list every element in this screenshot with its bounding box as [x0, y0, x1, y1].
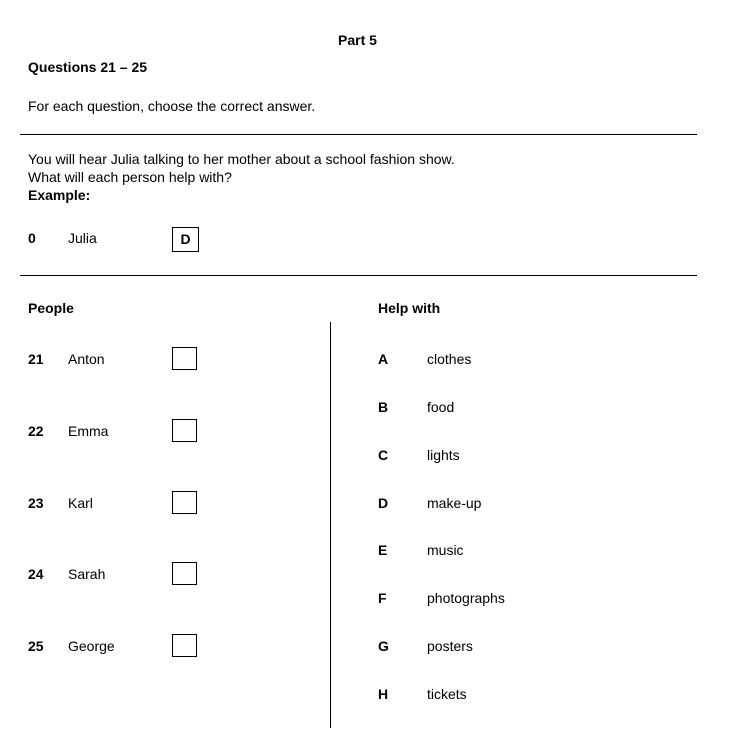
person-name: Emma — [68, 423, 109, 439]
option-letter: D — [378, 495, 389, 511]
instruction-text: For each question, choose the correct answer. — [28, 98, 316, 114]
option-text: make-up — [427, 495, 482, 511]
help-with-heading: Help with — [378, 300, 441, 316]
option-letter: G — [378, 638, 389, 654]
person-number: 22 — [28, 423, 44, 439]
people-heading: People — [28, 300, 74, 316]
person-name: Karl — [68, 495, 93, 511]
option-text: food — [427, 399, 455, 415]
answer-box-22[interactable] — [172, 419, 197, 442]
person-number: 25 — [28, 638, 44, 654]
answer-box-23[interactable] — [172, 491, 197, 514]
option-text: posters — [427, 638, 473, 654]
person-number: 21 — [28, 351, 44, 367]
example-label: Example: — [28, 187, 91, 203]
intro-line-1: You will hear Julia talking to her mother about a school fashion show. — [28, 151, 455, 167]
person-name: Anton — [68, 351, 105, 367]
answer-box-21[interactable] — [172, 347, 197, 370]
part-title: Part 5 — [338, 32, 377, 48]
option-letter: C — [378, 447, 389, 463]
option-letter: F — [378, 590, 387, 606]
person-number: 24 — [28, 566, 44, 582]
option-text: music — [427, 542, 464, 558]
person-name: Sarah — [68, 566, 106, 582]
example-name: Julia — [68, 230, 97, 246]
option-text: tickets — [427, 686, 467, 702]
divider-top — [20, 134, 697, 135]
person-name: George — [68, 638, 115, 654]
option-letter: B — [378, 399, 389, 415]
person-number: 23 — [28, 495, 44, 511]
divider-middle — [20, 275, 697, 276]
questions-range: Questions 21 – 25 — [28, 59, 148, 75]
column-divider — [330, 322, 331, 728]
example-number: 0 — [28, 230, 36, 246]
option-text: lights — [427, 447, 460, 463]
option-letter: A — [378, 351, 389, 367]
answer-box-25[interactable] — [172, 634, 197, 657]
example-answer-box: D — [172, 227, 199, 252]
answer-box-24[interactable] — [172, 562, 197, 585]
option-letter: H — [378, 686, 389, 702]
option-letter: E — [378, 542, 388, 558]
intro-line-2: What will each person help with? — [28, 169, 232, 185]
option-text: photographs — [427, 590, 505, 606]
option-text: clothes — [427, 351, 472, 367]
